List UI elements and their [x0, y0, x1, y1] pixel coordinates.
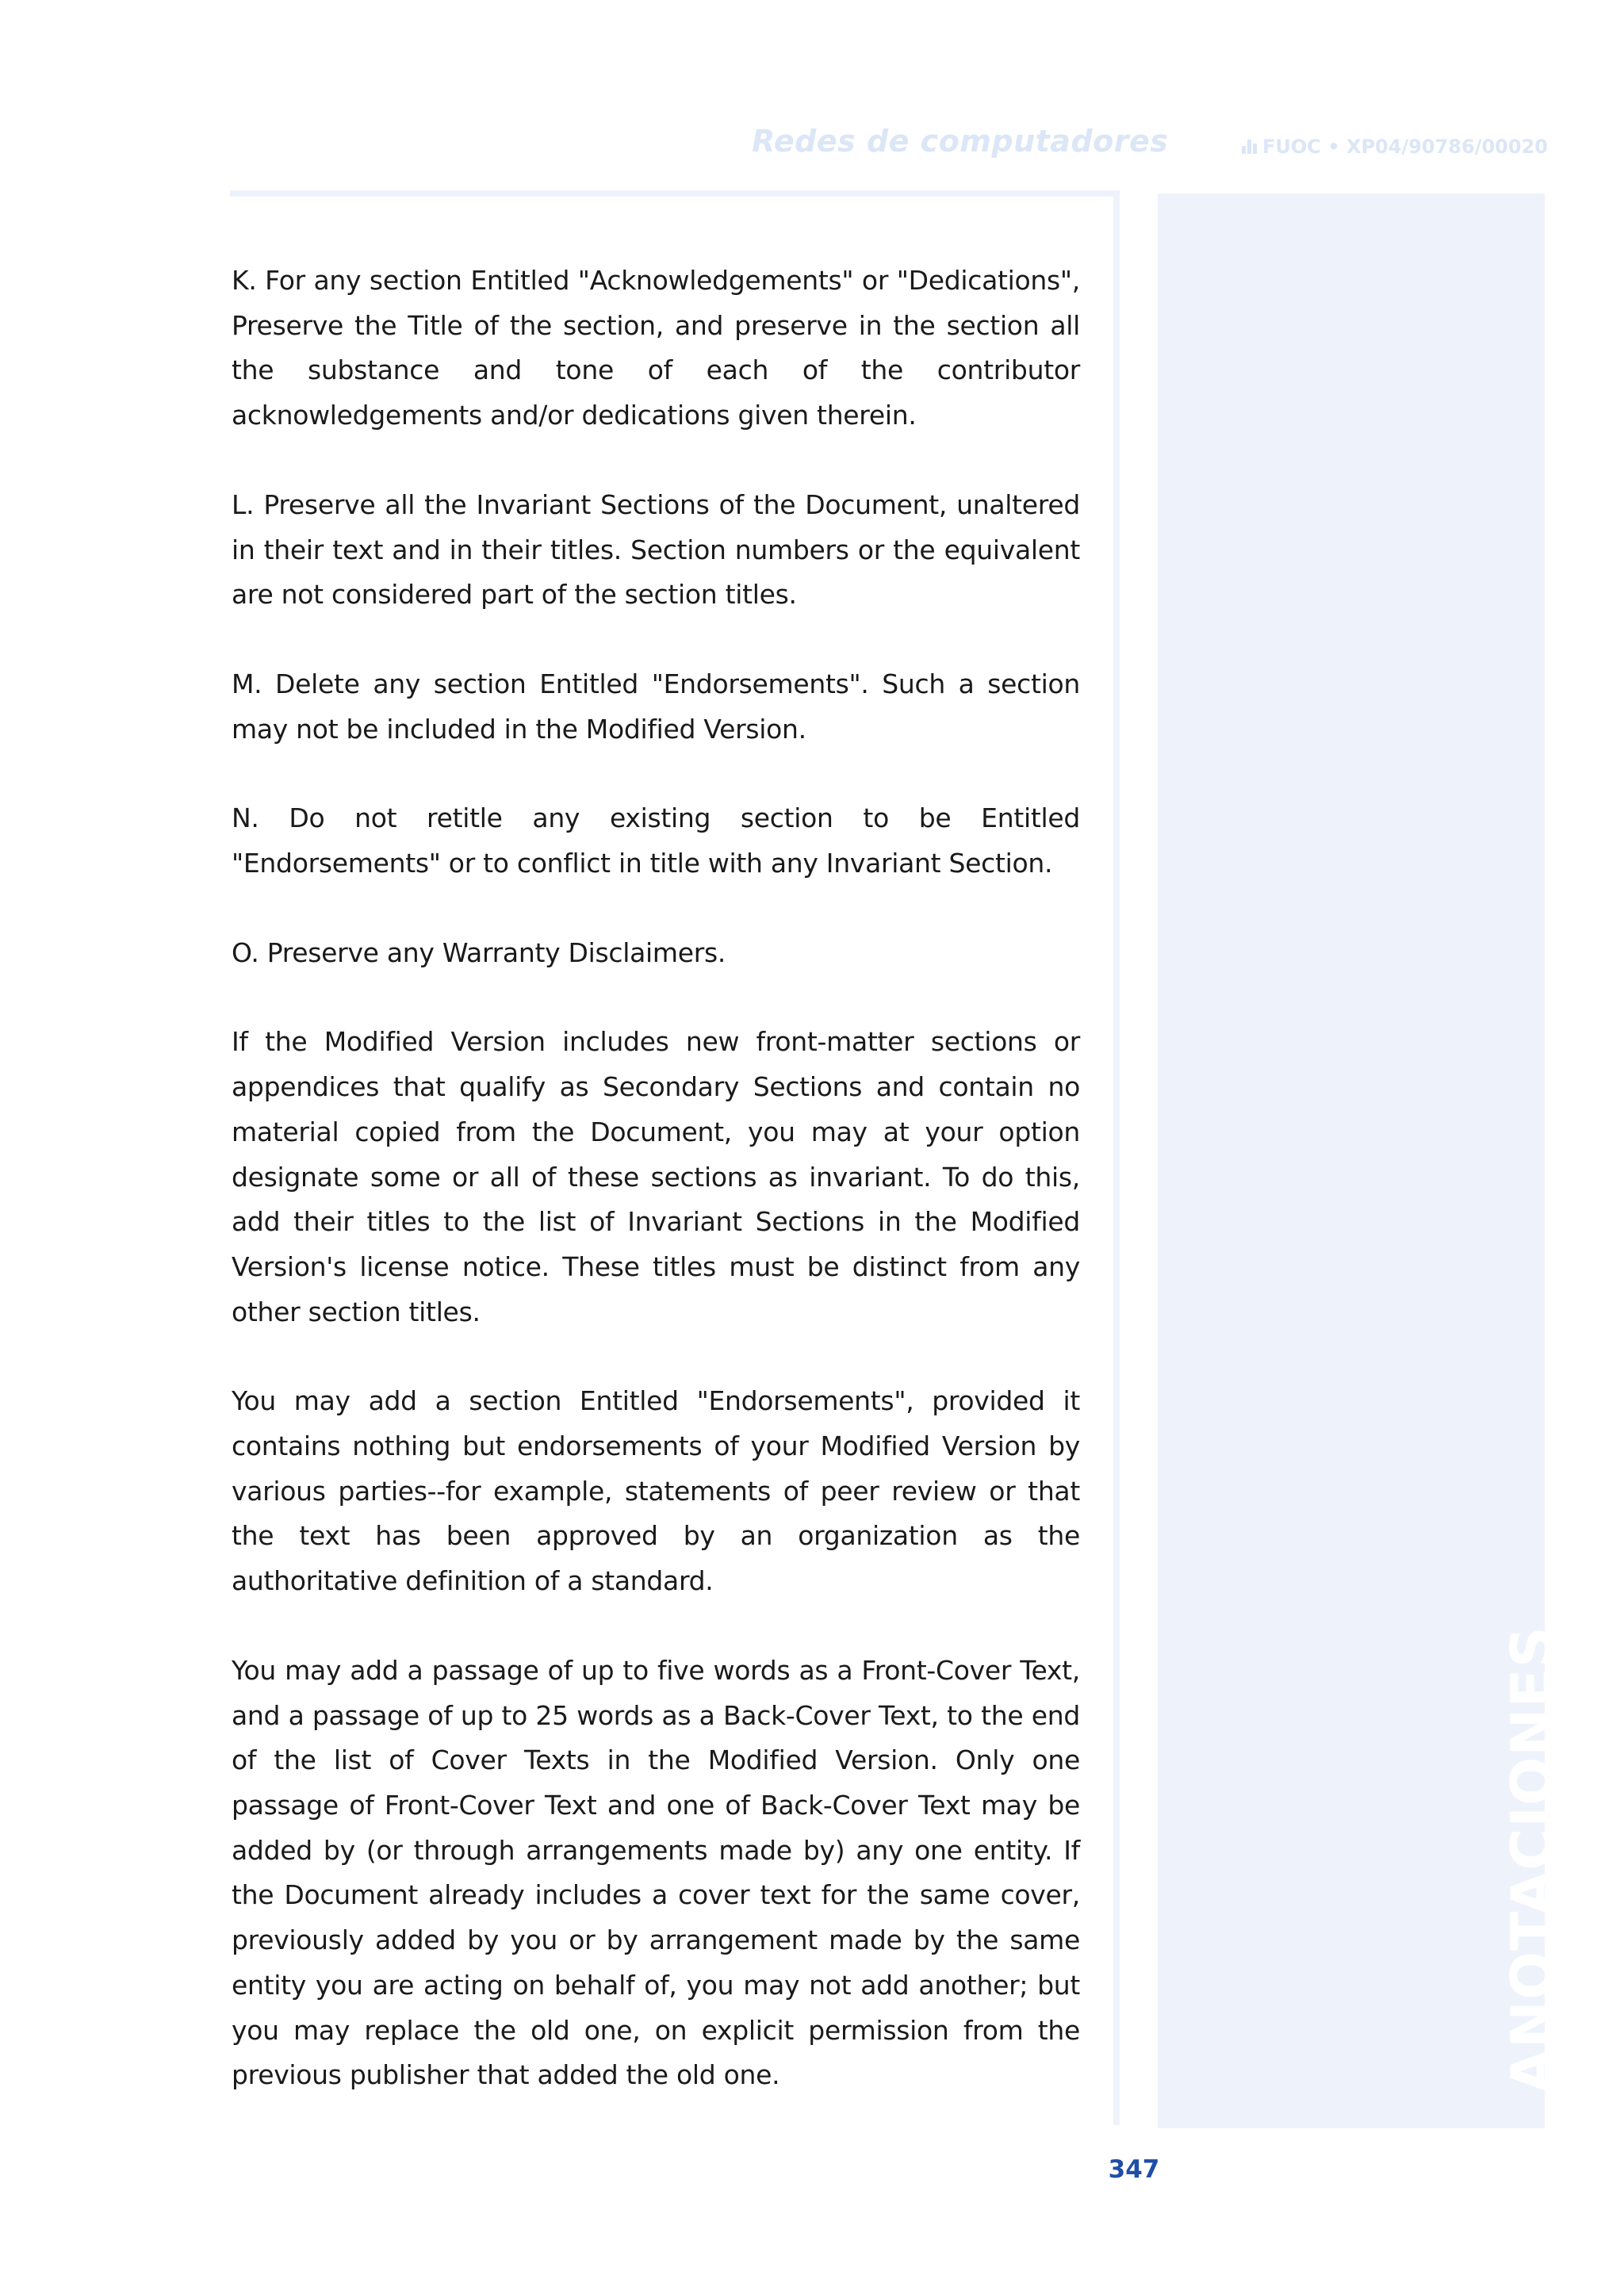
paragraph-m: M. Delete any section Entitled "Endorsements". Such a section may not be included in the Modified Version. — [232, 668, 1080, 745]
annotations-panel — [1158, 193, 1545, 2128]
annotations-label: ANOTACIONES — [1499, 1626, 1565, 2093]
header-code-text: FUOC • XP04/90786/00020 — [1262, 136, 1548, 158]
paragraph-l: L. Preserve all the Invariant Sections of the Document, unaltered in their text and in their titles. Section numbers or the equivalent are not considered part of the section titles. — [232, 488, 1080, 611]
main-content — [232, 259, 1080, 2143]
uoc-logo-icon — [1242, 140, 1258, 154]
side-rule — [1113, 190, 1120, 2125]
paragraph-cover-texts: You may add a passage of up to five words as a Front-Cover Text, and a passage of up to 25 words as a Back-Cover Text, to the end of the list of Cover Texts in the Modified Version. Only one passage of Front-Cover Text and one of Back-Cover Text may be added by (or through arrangements made by) any one entity. If the Document already includes a cover text for the same cover, previously added by you or by arrangement made by the same entity you are acting on behalf of, you may not add another; but you may replace the old one, on explicit permission from the previous publisher that added the old one. — [232, 1654, 1080, 2091]
paragraph-endorsements: You may add a section Entitled "Endorsements", provided it contains nothing but endorsements of your Modified Version by various parties--for example, statements of peer review or that the text has been approved by an organization as the authoritative definition of a standard. — [232, 1385, 1080, 1597]
paragraph-n: N. Do not retitle any existing section to be Entitled "Endorsements" or to conflict in title with any Invariant Section. — [232, 802, 1080, 879]
top-rule — [230, 190, 1118, 197]
paragraph-secondary-sections: If the Modified Version includes new front-matter sections or appendices that qualify as Secondary Sections and contain no material copied from the Document, you may at your option designate some or all of these sections as invariant. To do this, add their titles to the list of Invariant Sections in the Modified Version's license notice. These titles must be distinct from any other section titles. — [232, 1026, 1080, 1327]
page-number: 347 — [1108, 2155, 1160, 2184]
paragraph-o: O. Preserve any Warranty Disclaimers. — [232, 936, 726, 968]
running-header-title: Redes de computadores — [752, 124, 1169, 159]
paragraph-k: K. For any section Entitled "Acknowledgements" or "Dedications", Preserve the Title of the section, and preserve in the section all the substance and tone of each of the contributor acknowledgements and/or dedications given therein. — [232, 265, 1080, 431]
running-header-code — [1242, 136, 1548, 158]
